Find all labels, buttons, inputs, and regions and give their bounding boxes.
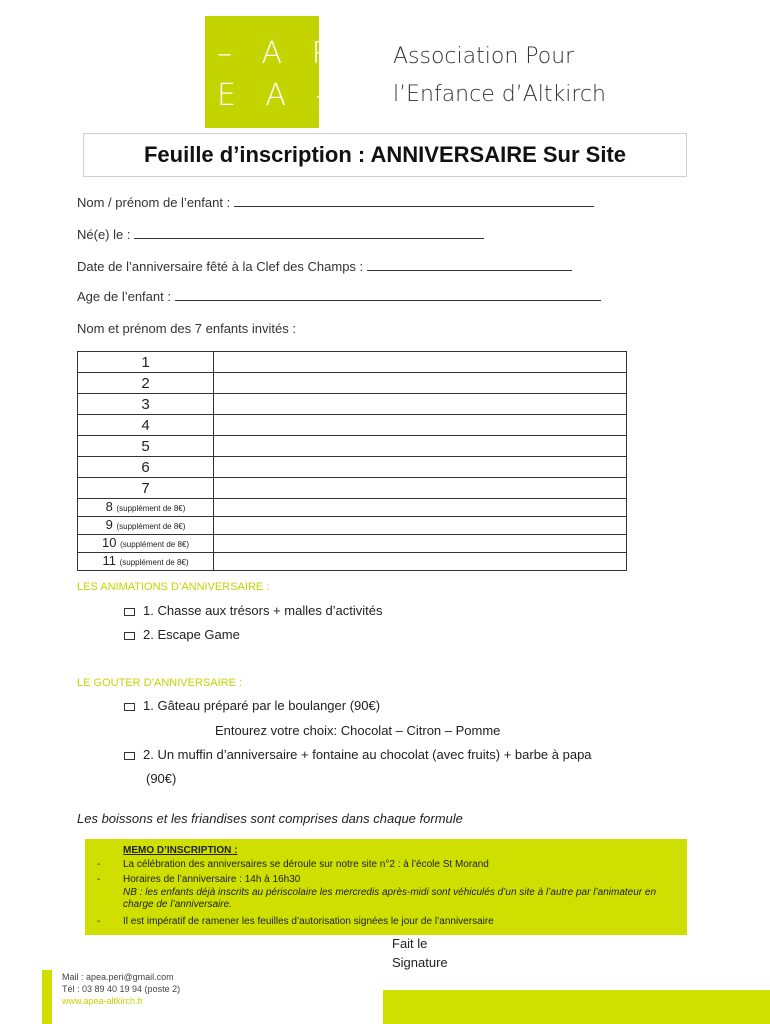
memo-dash: - [97,874,101,885]
signature-label: Signature [392,955,448,970]
animation-option-2-label: 2. Escape Game [143,627,240,642]
guest-name-cell[interactable] [214,517,627,535]
guest-number: 7 [78,478,214,499]
guest-row-extra [78,535,627,553]
birth-date-field[interactable] [77,227,484,242]
guest-number-extra [78,499,214,517]
guest-name-cell[interactable] [214,352,627,373]
guest-row-extra [78,499,627,517]
guest-number: 6 [78,457,214,478]
guests-label: Nom et prénom des 7 enfants invités : [77,321,296,336]
guest-number: 5 [78,436,214,457]
guest-row [78,478,627,499]
child-name-line[interactable] [234,196,594,207]
memo-dash: - [97,916,101,927]
memo-item-note: NB : les enfants déjà inscrits au périscolaire les mercredis après-midi sont véhiculés d’un site à l’autre par l’animateur en charge de l’anniversaire. [123,887,657,910]
supplement-note: (supplément de 8€) [116,504,186,513]
guest-row [78,394,627,415]
guest-number: 8 [105,499,113,514]
checkbox-icon[interactable] [124,703,135,711]
memo-item-text: Il est impératif de ramener les feuilles d’autorisation signées le jour de l’anniversaire [123,916,494,927]
guest-name-cell[interactable] [214,535,627,553]
memo-box [85,839,687,935]
party-date-label: Date de l’anniversaire fêté à la Clef des Champs : [77,259,364,274]
animation-option-1[interactable] [124,603,383,618]
footer-mail: Mail : apea.peri@gmail.com [62,972,174,982]
supplement-note: (supplément de 8€) [119,558,189,567]
guest-name-cell[interactable] [214,415,627,436]
footer-phone: Tél : 03 89 40 19 94 (poste 2) [62,984,181,994]
child-name-field[interactable] [77,195,594,210]
birth-date-line[interactable] [134,228,484,239]
guest-number: 4 [78,415,214,436]
memo-item [97,859,679,871]
memo-item-text: Horaires de l’anniversaire : 14h à 16h30 [123,874,301,885]
guest-table [77,351,627,571]
guest-number: 1 [78,352,214,373]
gouter-option-1-label: 1. Gâteau préparé par le boulanger (90€) [143,698,381,713]
page-title: Feuille d’inscription : ANNIVERSAIRE Sur Site [143,142,627,167]
guest-number-extra [78,535,214,553]
party-date-field[interactable] [77,259,572,274]
party-date-line[interactable] [367,260,572,271]
checkbox-icon[interactable] [124,752,135,760]
memo-item [97,874,679,886]
memo-dash: - [97,859,101,870]
logo-line-1: – A P [217,36,340,71]
checkbox-icon[interactable] [124,632,135,640]
apea-logo [205,16,341,128]
child-name-label: Nom / prénom de l’enfant : [77,195,231,210]
guest-number: 2 [78,373,214,394]
page-title-box [83,133,687,177]
guest-row-extra [78,517,627,535]
gouter-option-2[interactable] [124,747,592,762]
checkbox-icon[interactable] [124,608,135,616]
gouter-option-2-price: (90€) [146,771,177,786]
animations-title: LES ANIMATIONS D’ANNIVERSAIRE : [77,581,270,593]
footer-website[interactable]: www.apea-altkirch.fr [62,996,144,1006]
drinks-note: Les boissons et les friandises sont comprises dans chaque formule [77,811,463,826]
child-age-label: Age de l’enfant : [77,289,171,304]
memo-title: MEMO D’INSCRIPTION : [123,845,238,856]
footer-accent-bar [42,970,52,1024]
guest-row [78,373,627,394]
guest-row [78,415,627,436]
memo-item [97,916,679,928]
guest-name-cell[interactable] [214,499,627,517]
org-name-line-1: Association Pour [393,44,575,69]
guest-name-cell[interactable] [214,457,627,478]
logo-line-2: E A – [217,78,341,113]
child-age-line[interactable] [175,290,601,301]
gouter-title: LE GOUTER D’ANNIVERSAIRE : [77,677,243,689]
guest-name-cell[interactable] [214,478,627,499]
supplement-note: (supplément de 8€) [120,540,190,549]
guest-number: 11 [102,553,116,568]
gouter-option-1[interactable] [124,698,380,713]
footer-block [383,990,770,1024]
guest-number: 9 [105,517,113,532]
guest-row-extra [78,553,627,571]
organization-name [393,38,606,114]
org-name-line-2: l’Enfance d’Altkirch [393,82,606,107]
fait-le-label: Fait le [392,936,428,951]
guest-name-cell[interactable] [214,553,627,571]
guest-name-cell[interactable] [214,394,627,415]
animation-option-2[interactable] [124,627,240,642]
birth-date-label: Né(e) le : [77,227,131,242]
guest-row [78,436,627,457]
guest-number: 10 [101,535,117,550]
memo-item-text: La célébration des anniversaires se déroule sur notre site n°2 : à l’école St Morand [123,859,489,870]
guest-row [78,352,627,373]
guest-name-cell[interactable] [214,373,627,394]
guest-number-extra [78,517,214,535]
flavor-choice: Entourez votre choix: Chocolat – Citron – Pomme [215,723,501,738]
guest-row [78,457,627,478]
supplement-note: (supplément de 8€) [116,522,186,531]
guest-name-cell[interactable] [214,436,627,457]
gouter-option-2-label: 2. Un muffin d’anniversaire + fontaine au chocolat (avec fruits) + barbe à papa [143,747,592,762]
animation-option-1-label: 1. Chasse aux trésors + malles d’activités [143,603,383,618]
child-age-field[interactable] [77,289,601,304]
guest-number-extra [78,553,214,571]
guest-number: 3 [78,394,214,415]
